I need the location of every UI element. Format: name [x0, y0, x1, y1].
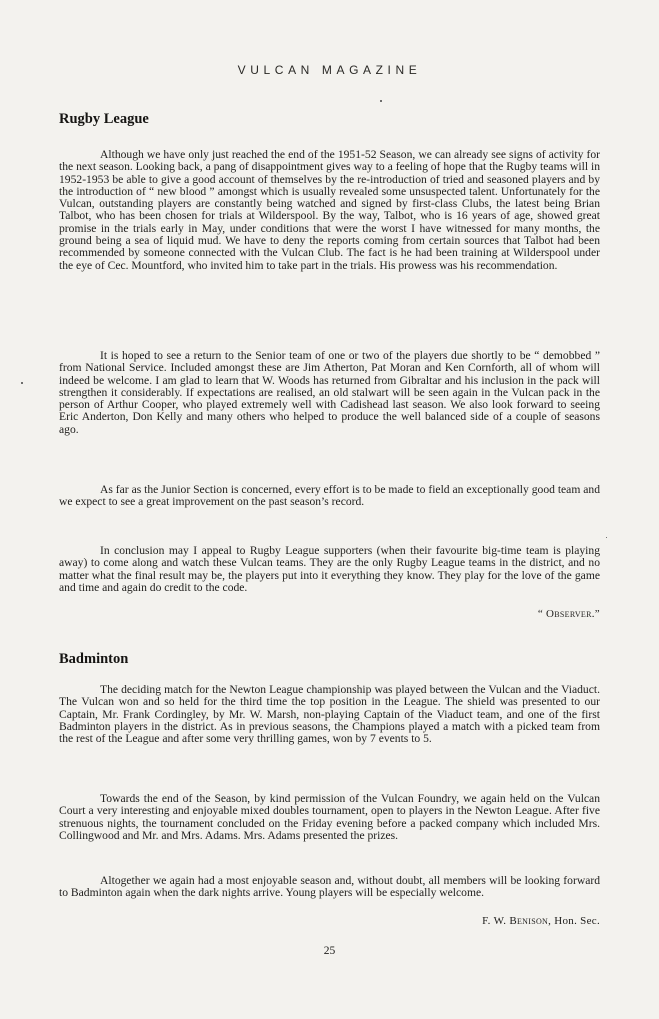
section-heading-rugby-league: Rugby League — [59, 111, 149, 127]
print-speck — [380, 100, 382, 102]
rugby-paragraph-2: It is hoped to see a return to the Senior team of one or two of the players due shortly to be “ demobbed ” from National Service. Included amongst these are Jim Atherton, Pat Moran and Ken Cornforth, all of whom will indeed be welcome. I am glad to learn that W. Woods has returned from Gibraltar and his inclusion in the pack will strengthen it considerably. If expectations are realised, an old stalwart will be seen again in the Vulcan pack in the person of Arthur Cooper, who played extremely well with Cadishead last season. We also look forward to seeing Eric Anderton, Don Kelly and many others who helped to produce the well balanced side of a couple of seasons ago. — [59, 349, 600, 436]
print-speck — [21, 382, 23, 384]
badminton-signature — [482, 915, 600, 927]
rugby-signature: “ Observer.” — [537, 608, 600, 620]
badminton-paragraph-2: Towards the end of the Season, by kind permission of the Vulcan Foundry, we again held on the Vulcan Court a very interesting and enjoyable mixed doubles tournament, open to players in the Newton League. After five strenuous nights, the tournament concluded on the Friday evening before a packed company which included Mrs. Collingwood and Mr. and Mrs. Adams. Mrs. Adams presented the prizes. — [59, 792, 600, 842]
signature-title: Hon. Sec. — [554, 915, 600, 927]
section-heading-badminton: Badminton — [59, 651, 129, 667]
page-number: 25 — [323, 945, 336, 957]
rugby-paragraph-3: As far as the Junior Section is concerned, every effort is to be made to field an exceptionally good team and we expect to see a great improvement on the past season’s record. — [59, 483, 600, 509]
badminton-paragraph-1: The deciding match for the Newton League championship was played between the Vulcan and the Viaduct. The Vulcan won and so held for the third time the top position in the League. The shield was presented to our Captain, Mr. Frank Cordingley, by Mr. W. Marsh, non-playing Captain of the Viaduct team, and one of the first Badminton players in the district. As in previous seasons, the Champions played a match with a picked team from the rest of the League and after some very thrilling games, won by 7 events to 5. — [59, 683, 600, 746]
running-head: VULCAN MAGAZINE — [237, 63, 422, 77]
print-speck — [606, 537, 607, 538]
signature-name: F. W. Benison, — [482, 915, 552, 927]
rugby-paragraph-1: Although we have only just reached the end of the 1951-52 Season, we can already see signs of activity for the next season. Looking back, a pang of disappointment gives way to a feeling of hope that the Rugby teams will in 1952-1953 be able to give a good account of themselves by the re-introduction of tried and seasoned players and by the introduction of “ new blood ” amongst which is usually revealed some unsuspected talent. Unfortunately for the Vulcan, outstanding players are constantly being watched and signed by first-class Clubs, the latest being Brian Talbot, who has been chosen for trials at Wilderspool. By the way, Talbot, who is 16 years of age, showed great promise in the trials early in May, under conditions that were the worst I have witnessed for many months, the ground being a sea of liquid mud. We have to deny the reports coming from certain sources that Talbot had been recommended by someone connected with the Vulcan Club. The fact is he had been training at Wilderspool under the eye of Cec. Mountford, who invited him to take part in the trials. His prowess was his recommendation. — [59, 148, 600, 272]
rugby-paragraph-4: In conclusion may I appeal to Rugby League supporters (when their favourite big-time team is playing away) to come along and watch these Vulcan teams. They are the only Rugby League teams in the district, and no matter what the final result may be, the players put into it everything they know. They play for the love of the game and time and again do credit to the code. — [59, 544, 600, 594]
badminton-paragraph-3: Altogether we again had a most enjoyable season and, without doubt, all members will be looking forward to Badminton again when the dark nights arrive. Young players will be especially welcome. — [59, 874, 600, 900]
